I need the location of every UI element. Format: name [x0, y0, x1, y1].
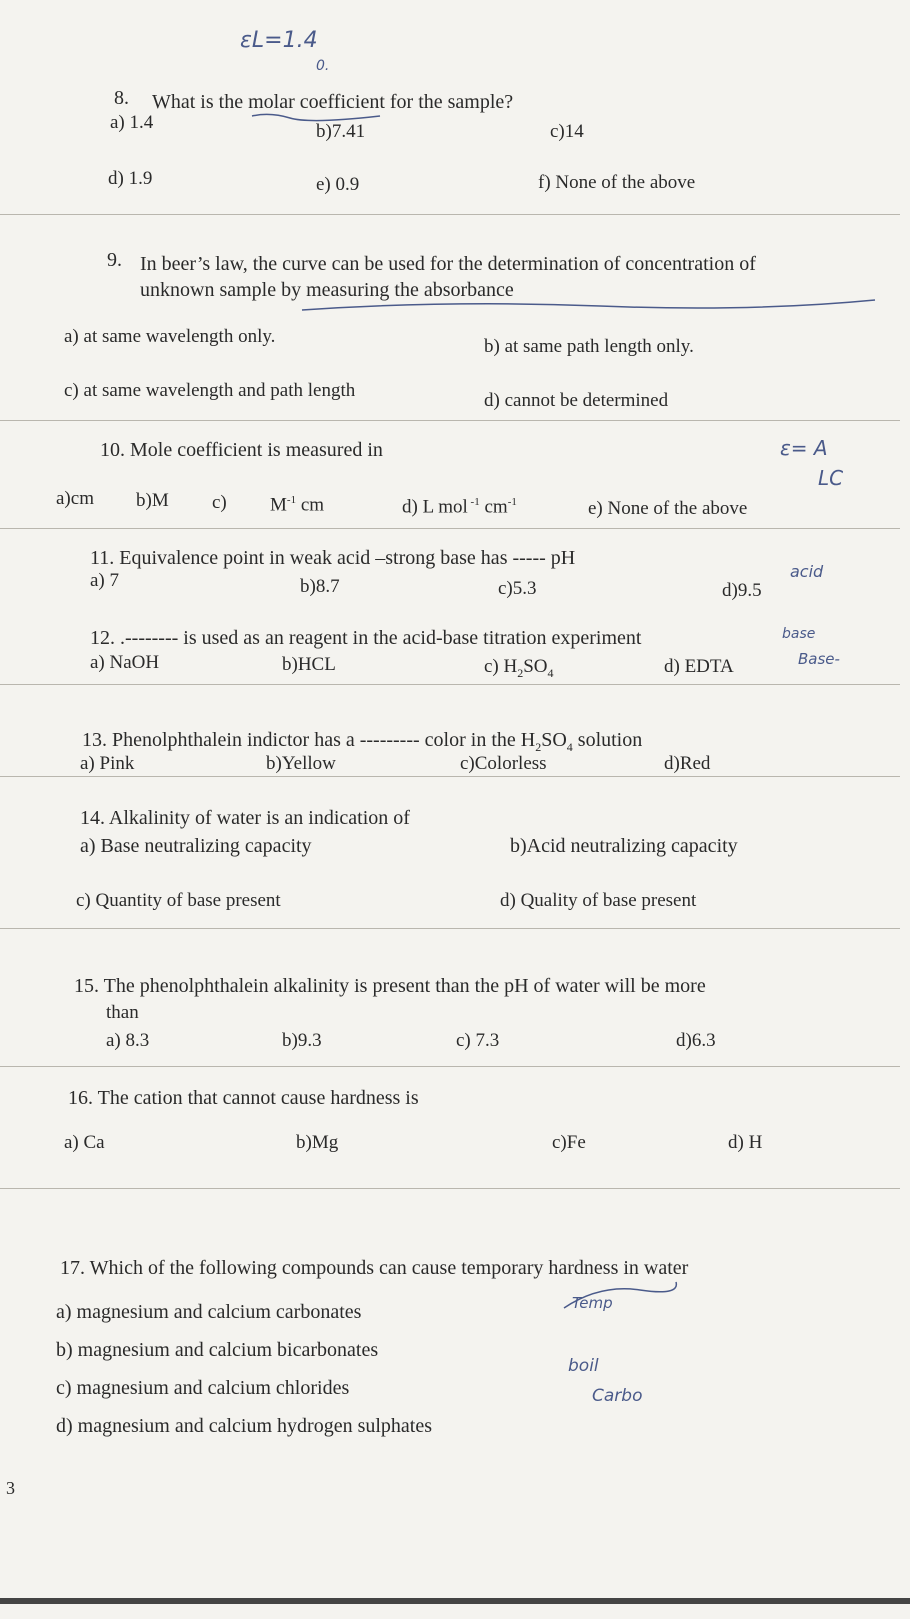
q14-option-d: d) Quality of base present [500, 890, 697, 911]
q14-option-a: a) Base neutralizing capacity [80, 835, 312, 857]
q10-option-b: b)M [136, 490, 169, 511]
q10-option-e: e) None of the above [588, 498, 748, 519]
q13-option-a: a) Pink [80, 753, 135, 774]
handwritten-note: base [782, 626, 816, 642]
q9-option-d: d) cannot be determined [484, 390, 669, 411]
q17-option-a: a) magnesium and calcium carbonates [56, 1301, 362, 1323]
q15-option-b: b)9.3 [282, 1030, 322, 1051]
q8-option-a: a) 1.4 [110, 112, 154, 133]
q14-option-c: c) Quantity of base present [76, 890, 281, 911]
handwritten-note: boil [568, 1356, 599, 1376]
q12-question: 12. .-------- is used as an reagent in the acid-base titration experiment [90, 627, 642, 649]
q16-option-c: c)Fe [552, 1132, 586, 1153]
q11-option-a: a) 7 [90, 570, 120, 591]
q8-option-f: f) None of the above [538, 172, 696, 193]
q11-option-d: d)9.5 [722, 580, 762, 601]
q9-number: 9. [107, 249, 122, 271]
divider [0, 684, 900, 685]
q17-option-b: b) magnesium and calcium bicarbonates [56, 1339, 379, 1361]
q11-option-b: b)8.7 [300, 576, 340, 597]
q10-option-c: $M^{-1}$ cm [270, 494, 325, 516]
q8-option-b: b)7.41 [316, 121, 366, 142]
q11-option-c: c)5.3 [498, 578, 537, 599]
q10-option-d: d) L mol $^{-1}$ $cm^{-1}$ [402, 496, 517, 518]
handwritten-note: LC [818, 466, 844, 490]
divider [0, 1066, 900, 1067]
q14-option-b: b)Acid neutralizing capacity [510, 835, 738, 857]
bottom-edge [0, 1598, 910, 1604]
handwritten-note: Carbo [592, 1386, 643, 1406]
handwritten-mark: 0. [316, 58, 330, 74]
q8-question: What is the molar coefficient for the sample? [152, 91, 514, 113]
q14-question: 14. Alkalinity of water is an indication of [80, 807, 410, 829]
divider [0, 928, 900, 929]
divider [0, 528, 900, 529]
divider [0, 420, 900, 421]
handwritten-note: Base- [798, 650, 840, 668]
q12-option-d: d) EDTA [664, 656, 734, 677]
q16-option-d: d) H [728, 1132, 763, 1153]
handwritten-note: acid [790, 562, 824, 581]
q8-option-c: c)14 [550, 121, 584, 142]
q17-option-c: c) magnesium and calcium chlorides [56, 1377, 350, 1399]
q10-option-a: a)cm [56, 488, 94, 509]
q8-option-d: d) 1.9 [108, 168, 153, 189]
q9-option-b: b) at same path length only. [484, 336, 694, 357]
q16-question: 16. The cation that cannot cause hardness is [68, 1087, 419, 1109]
q15-question-line1: 15. The phenolphthalein alkalinity is present than the pH of water will be more [74, 975, 706, 997]
divider [0, 214, 900, 215]
handwritten-note: Temp [572, 1294, 613, 1312]
q17-option-d: d) magnesium and calcium hydrogen sulphates [56, 1415, 433, 1437]
q15-question-line2: than [106, 1002, 139, 1023]
q16-option-b: b)Mg [296, 1132, 339, 1153]
q12-option-c: c) $H_2SO_4$ [484, 656, 554, 680]
q12-option-b: b)HCL [282, 654, 336, 675]
q9-option-a: a) at same wavelength only. [64, 326, 276, 347]
q16-option-a: a) Ca [64, 1132, 105, 1153]
q9-option-c: c) at same wavelength and path length [64, 380, 356, 401]
underline-mark [300, 296, 880, 320]
q10-option-c-label: c) [212, 492, 227, 513]
q17-question: 17. Which of the following compounds can cause temporary hardness in water [60, 1257, 689, 1279]
q15-option-c: c) 7.3 [456, 1030, 500, 1051]
q11-question: 11. Equivalence point in weak acid –strong base has ----- pH [90, 547, 576, 569]
handwritten-formula: εL=1.4 [240, 28, 318, 53]
q13-option-d: d)Red [664, 753, 711, 774]
page-number: 3 [6, 1478, 15, 1498]
q13-option-b: b)Yellow [266, 753, 336, 774]
q9-question-line2: unknown sample by measuring the absorbance [140, 279, 514, 301]
q9-question-line1: In beer’s law, the curve can be used for the determination of concentration of [140, 253, 756, 275]
q12-option-a: a) NaOH [90, 652, 160, 673]
q15-option-a: a) 8.3 [106, 1030, 150, 1051]
divider [0, 1188, 900, 1189]
divider [0, 776, 900, 777]
q15-option-d: d)6.3 [676, 1030, 716, 1051]
q13-option-c: c)Colorless [460, 753, 547, 774]
q10-question: 10. Mole coefficient is measured in [100, 439, 383, 461]
q8-number: 8. [114, 87, 129, 109]
q8-option-e: e) 0.9 [316, 174, 360, 195]
handwritten-note: ε= A [780, 436, 828, 460]
q13-question: 13. Phenolphthalein indictor has a --------- color in the $H_2SO_4$ solution [82, 729, 643, 754]
